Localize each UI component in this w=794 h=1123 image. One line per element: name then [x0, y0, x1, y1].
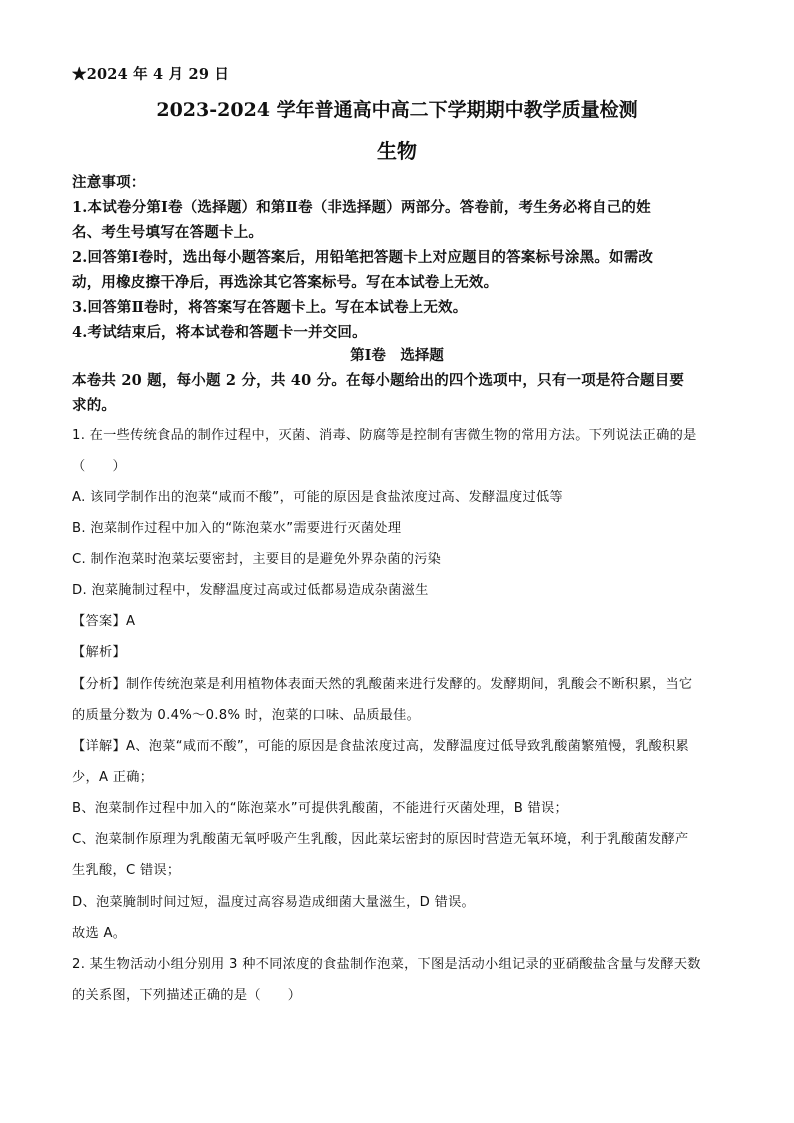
section-1-heading: 第Ⅰ卷 选择题 — [350, 347, 444, 364]
exam-title: 2023-2024 学年普通高中高二下学期期中教学质量检测 — [156, 99, 638, 121]
detail-line-2: 少，A 正确； — [72, 770, 154, 785]
conclusion: 故选 A。 — [72, 926, 127, 941]
analysis-line-2: 的质量分数为 0.4%～0.8% 时，泡菜的口味、品质最佳。 — [72, 708, 421, 723]
question-2-stem-line-2: 的关系图，下列描述正确的是（ ） — [72, 988, 302, 1003]
option-c: C. 制作泡菜时泡菜坛要密封，主要目的是避免外界杂菌的污染 — [72, 552, 442, 567]
question-1-stem-line-2: （ ） — [72, 459, 126, 474]
detail-line-1: 【详解】A、泡菜“咸而不酸”，可能的原因是食盐浓度过高，发酵温度过低导致乳酸菌繁殖慢，乳酸积累 — [72, 739, 690, 754]
note-3: 3.回答第Ⅱ卷时，将答案写在答题卡上。写在本试卷上无效。 — [72, 299, 468, 316]
note-1-line-1: 1.本试卷分第Ⅰ卷（选择题）和第Ⅱ卷（非选择题）两部分。答卷前，考生务必将自己的姓 — [72, 199, 651, 216]
option-a: A. 该同学制作出的泡菜“咸而不酸”，可能的原因是食盐浓度过高、发酵温度过低等 — [72, 490, 563, 505]
notes-heading: 注意事项： — [72, 174, 146, 191]
option-d: D. 泡菜腌制过程中，发酵温度过高或过低都易造成杂菌滋生 — [72, 583, 429, 598]
note-2-line-1: 2.回答第Ⅰ卷时，选出每小题答案后，用铅笔把答题卡上对应题目的答案标号涂黑。如需改 — [72, 249, 654, 266]
option-b: B. 泡菜制作过程中加入的“陈泡菜水”需要进行灭菌处理 — [72, 521, 402, 536]
note-4: 4.考试结束后，将本试卷和答题卡一并交回。 — [72, 324, 367, 341]
note-2-line-2: 动，用橡皮擦干净后，再选涂其它答案标号。写在本试卷上无效。 — [72, 274, 499, 291]
section-1-intro-line-1: 本卷共 20 题，每小题 2 分，共 40 分。在每小题给出的四个选项中，只有一项是符合题目要 — [72, 372, 685, 389]
detail-c-line-2: 生乳酸，C 错误； — [72, 863, 181, 878]
note-1-line-2: 名、考生号填写在答题卡上。 — [72, 224, 264, 241]
question-2-stem-line-1: 2. 某生物活动小组分别用 3 种不同浓度的食盐制作泡菜，下图是活动小组记录的亚硝酸盐含量与发酵天数 — [72, 957, 701, 972]
analysis-tag: 【解析】 — [72, 645, 126, 660]
detail-c-line-1: C、泡菜制作原理为乳酸菌无氧呼吸产生乳酸，因此菜坛密封的原因时营造无氧环境，利于乳酸菌发酵产 — [72, 832, 689, 847]
subject-title: 生物 — [377, 139, 417, 163]
analysis-line-1: 【分析】制作传统泡菜是利用植物体表面天然的乳酸菌来进行发酵的。发酵期间，乳酸会不断积累，当它 — [72, 677, 693, 692]
answer: 【答案】A — [72, 614, 136, 629]
section-1-intro-line-2: 求的。 — [72, 397, 117, 414]
question-1-stem-line-1: 1. 在一些传统食品的制作过程中，灭菌、消毒、防腐等是控制有害微生物的常用方法。下列说法正确的是 — [72, 428, 697, 443]
detail-b: B、泡菜制作过程中加入的“陈泡菜水”可提供乳酸菌，不能进行灭菌处理，B 错误； — [72, 801, 569, 816]
detail-d: D、泡菜腌制时间过短，温度过高容易造成细菌大量滋生，D 错误。 — [72, 895, 476, 910]
exam-date: ★2024 年 4 月 29 日 — [72, 66, 230, 83]
